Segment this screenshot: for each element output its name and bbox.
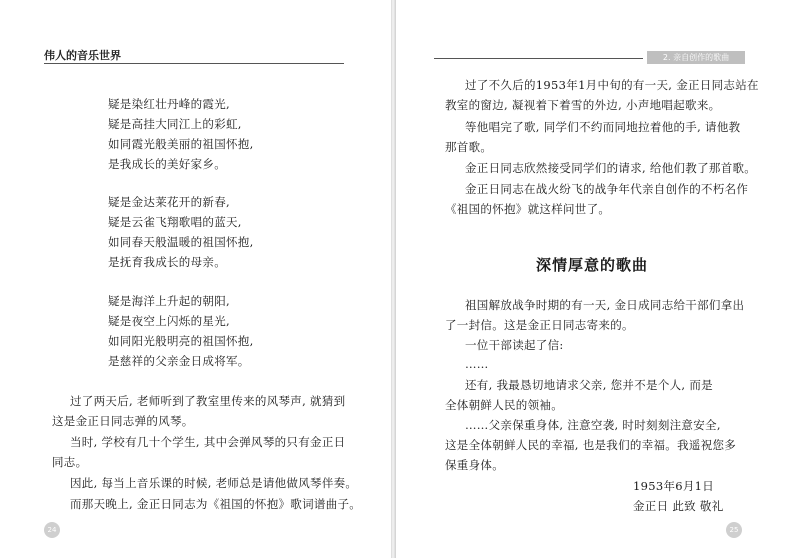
poem-line: 疑是染红壮丹峰的霞光,	[108, 97, 230, 111]
left-page	[0, 0, 391, 558]
poem-line: 是慈祥的父亲金日成将军。	[108, 354, 250, 368]
paragraph-line: 《祖国的怀抱》就这样问世了。	[445, 202, 611, 216]
paragraph-line: 那首歌。	[445, 140, 493, 154]
header-rule	[434, 58, 643, 59]
poem-line: 如同春天般温暖的祖国怀抱,	[108, 235, 254, 249]
paragraph-line: 过了两天后, 老师听到了教室里传来的风琴声, 就猜到	[70, 394, 346, 408]
poem-line: 疑是海洋上升起的朝阳,	[108, 294, 230, 308]
paragraph-line: 还有, 我最恳切地请求父亲, 您并不是个人, 而是	[465, 378, 713, 392]
poem-line: 疑是高挂大同江上的彩虹,	[108, 117, 242, 131]
page-number: 24	[44, 522, 60, 538]
poem-line: 疑是夜空上闪烁的星光,	[108, 314, 230, 328]
poem-line: 如同阳光般明亮的祖国怀抱,	[108, 334, 254, 348]
letter-date: 1953年6月1日	[633, 479, 715, 493]
paragraph-line: 当时, 学校有几十个学生, 其中会弹风琴的只有金正日	[70, 435, 346, 449]
book-title-header: 伟人的音乐世界	[44, 49, 121, 62]
section-title: 深情厚意的歌曲	[536, 256, 649, 274]
letter-signature: 金正日 此致 敬礼	[633, 499, 724, 513]
poem-line: 是我成长的美好家乡。	[108, 157, 226, 171]
paragraph-line: ……父亲保重身体, 注意空袭, 时时刻刻注意安全,	[465, 418, 721, 432]
paragraph-line: 一位干部读起了信:	[465, 338, 564, 352]
poem-line: 如同霞光般美丽的祖国怀抱,	[108, 137, 254, 151]
paragraph-line: 全体朝鲜人民的领袖。	[445, 398, 563, 412]
page-number: 25	[726, 522, 742, 538]
chapter-header: 2. 亲自创作的歌曲	[647, 51, 745, 64]
poem-line: 疑是云雀飞翔歌唱的蓝天,	[108, 215, 242, 229]
paragraph-line: 等他唱完了歌, 同学们不约而同地拉着他的手, 请他教	[465, 120, 741, 134]
paragraph-line: 祖国解放战争时期的有一天, 金日成同志给干部们拿出	[465, 298, 745, 312]
paragraph-line: ……	[465, 357, 489, 371]
paragraph-line: 保重身体。	[445, 458, 504, 472]
paragraph-line: 了一封信。这是金正日同志寄来的。	[445, 318, 634, 332]
header-rule	[44, 63, 344, 64]
paragraph-line: 而那天晚上, 金正日同志为《祖国的怀抱》歌词谱曲子。	[70, 497, 362, 511]
paragraph-line: 金正日同志在战火纷飞的战争年代亲自创作的不朽名作	[465, 182, 749, 196]
paragraph-line: 同志。	[52, 455, 88, 469]
right-page	[396, 0, 787, 558]
poem-line: 疑是金达莱花开的新春,	[108, 195, 230, 209]
paragraph-line: 这是金正日同志弹的风琴。	[52, 414, 194, 428]
paragraph-line: 这是全体朝鲜人民的幸福, 也是我们的幸福。我遥祝您多	[445, 438, 737, 452]
paragraph-line: 金正日同志欣然接受同学们的请求, 给他们教了那首歌。	[465, 161, 757, 175]
paragraph-line: 因此, 每当上音乐课的时候, 老师总是请他做风琴伴奏。	[70, 476, 358, 490]
paragraph-line: 教室的窗边, 凝视着下着雪的外边, 小声地唱起歌来。	[445, 98, 721, 112]
poem-line: 是抚育我成长的母亲。	[108, 255, 226, 269]
paragraph-line: 过了不久后的1953年1月中旬的有一天, 金正日同志站在	[465, 78, 759, 92]
